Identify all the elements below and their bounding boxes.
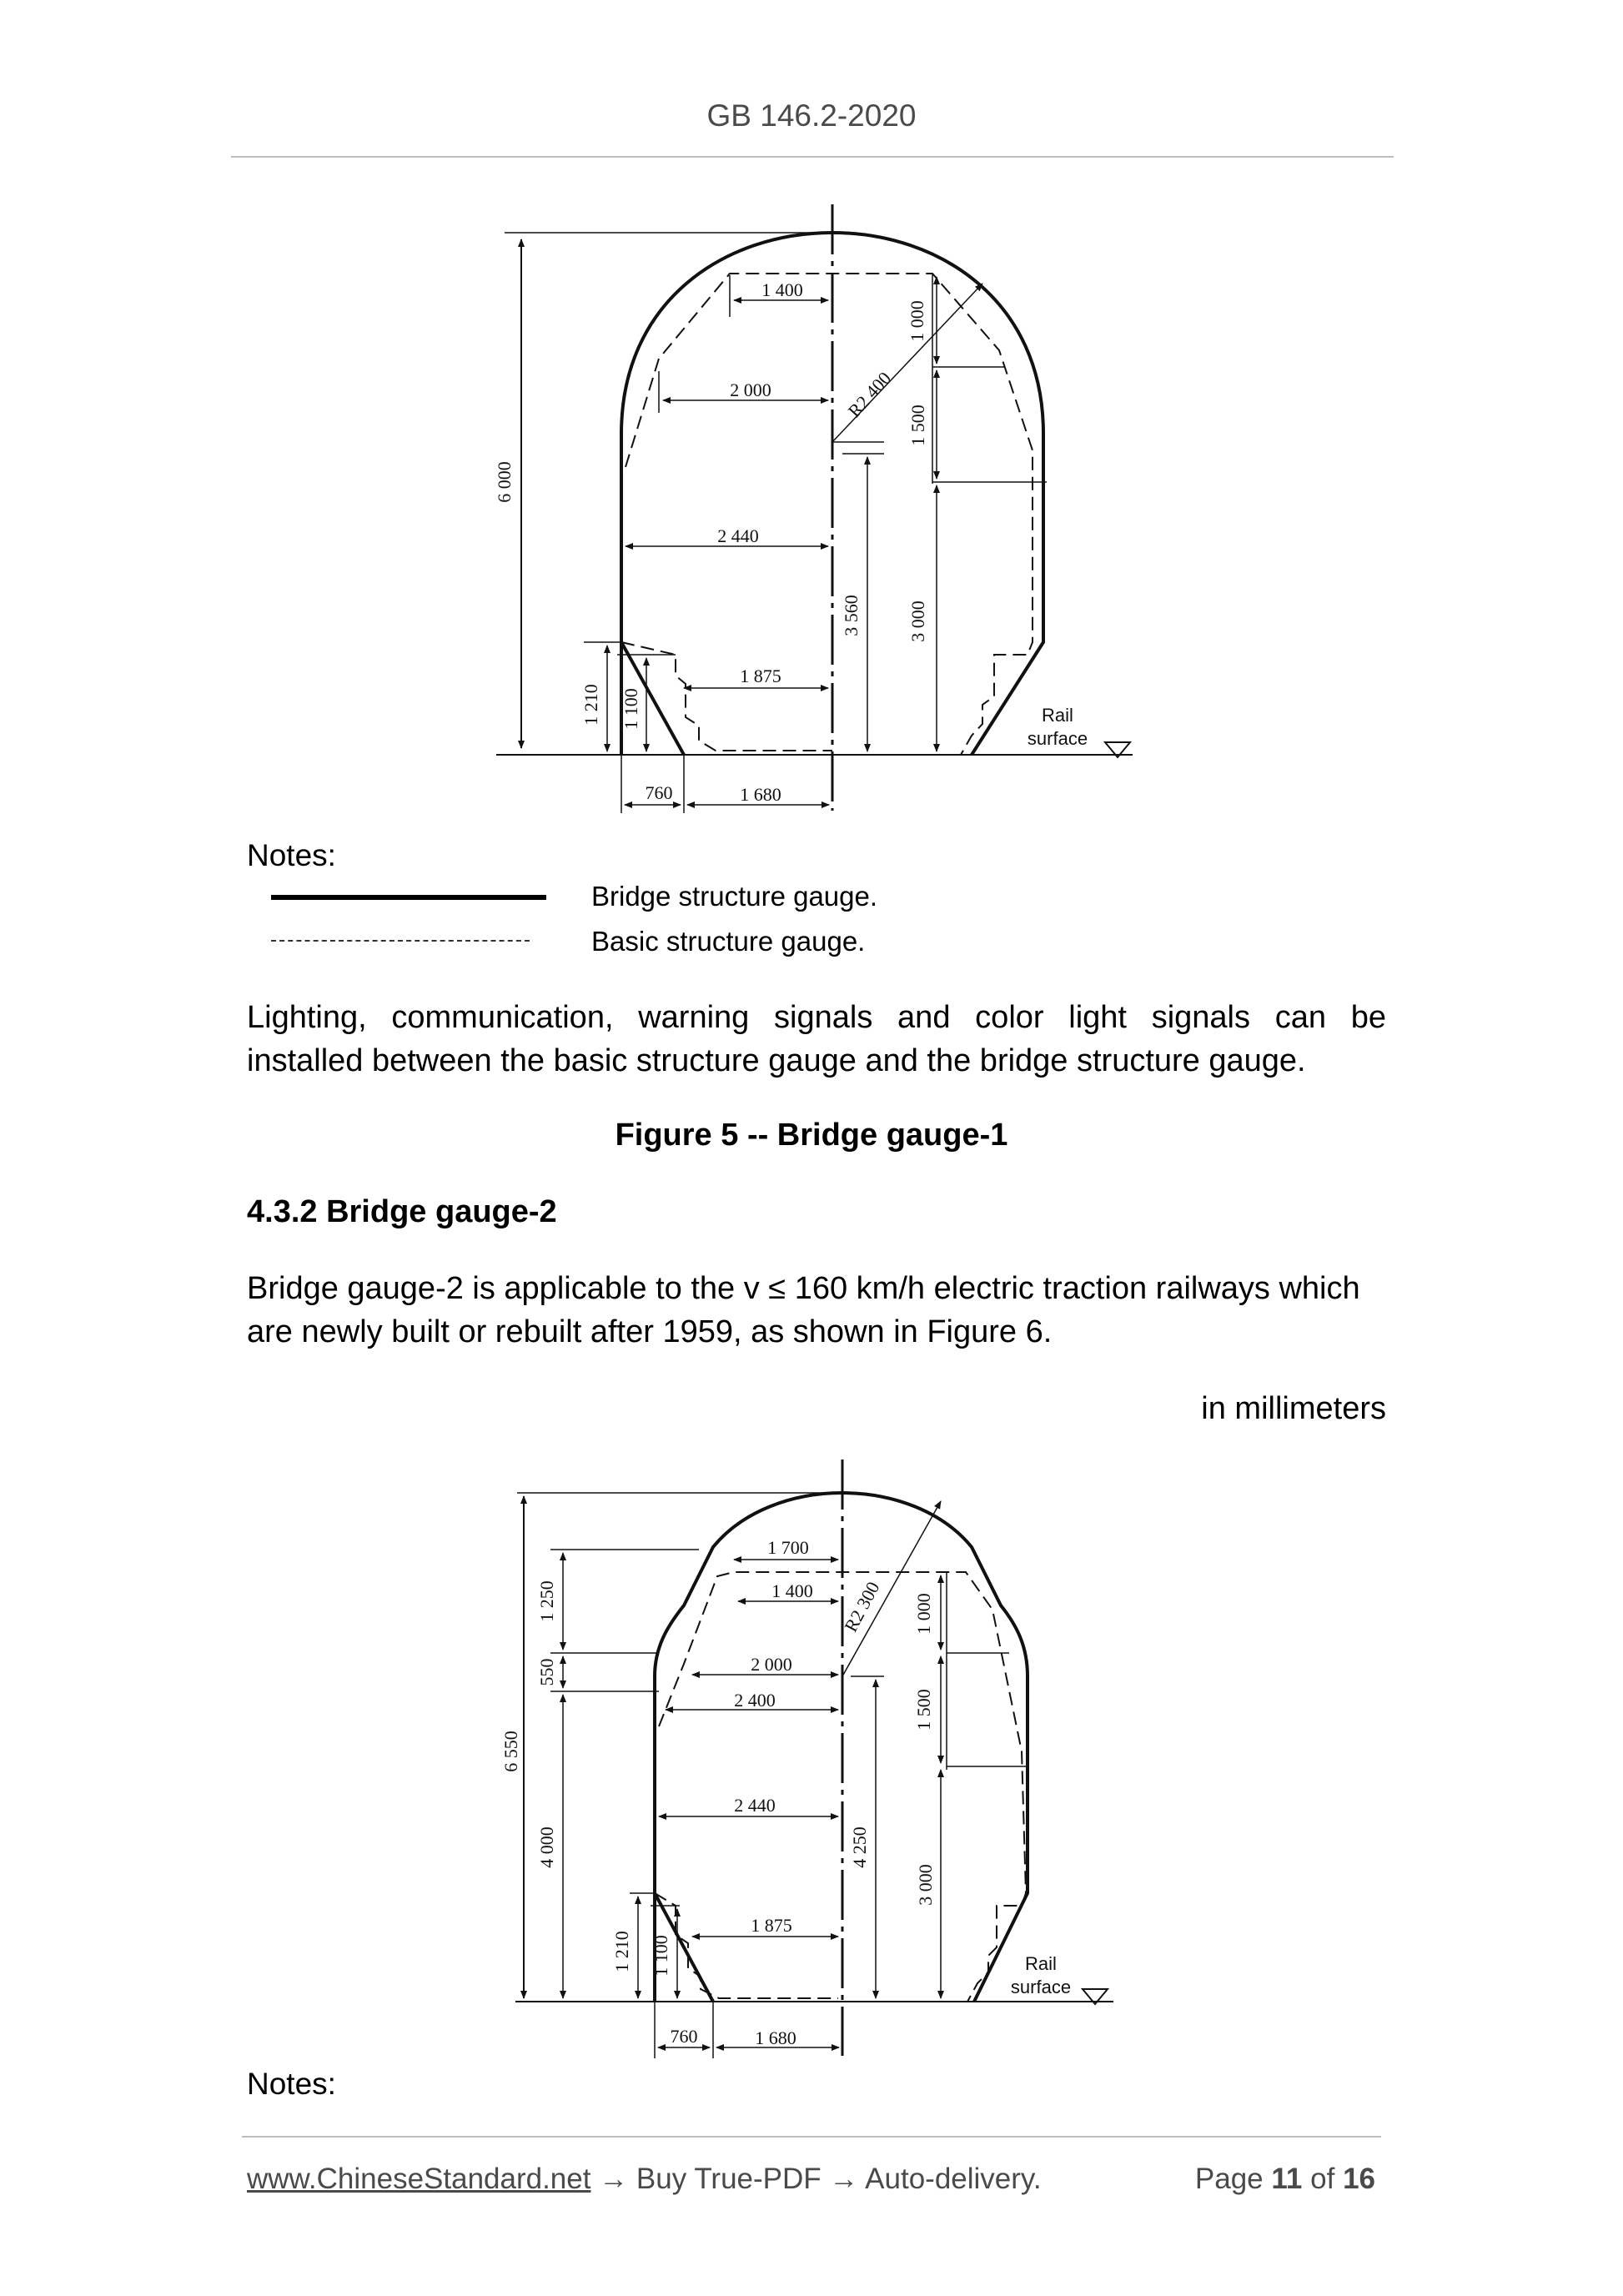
fig5-dim-height-3000: 3 000 <box>907 600 928 642</box>
fig5-rail-label: Rail <box>1042 705 1073 726</box>
fig5-dim-top-half-width: 1 400 <box>761 279 803 300</box>
paragraph-line: are newly built or rebuilt after 1959, as shown in Figure 6. <box>247 1314 1053 1349</box>
fig6-dim-height-1100: 1 100 <box>651 1935 671 1977</box>
legend-dashed-text: Basic structure gauge. <box>591 926 866 957</box>
page-current: 11 <box>1271 2163 1303 2195</box>
fig6-dim-total-height: 6 550 <box>500 1731 521 1772</box>
fig5-dim-mid-height: 1 500 <box>907 404 928 446</box>
fig6-dim-half-width-2000: 2 000 <box>751 1654 792 1675</box>
fig5-dim-wide-half-width: 2 440 <box>717 525 759 546</box>
notes-label-2: Notes: <box>247 2067 336 2101</box>
fig6-dim-inner-top-half-width: 1 400 <box>771 1580 813 1601</box>
fig6-dim-height-1210: 1 210 <box>611 1931 632 1972</box>
fig6-surface-label: surface <box>1010 1977 1072 1997</box>
footer-rule <box>242 2136 1381 2138</box>
fig5-dim-bottom-1680: 1 680 <box>740 784 781 805</box>
fig5-dim-top-height: 1 000 <box>907 300 927 342</box>
fig6-dim-height-550: 550 <box>536 1658 557 1686</box>
fig6-dim-platform-half-width: 1 875 <box>751 1915 792 1936</box>
fig6-dim-height-1250: 1 250 <box>536 1580 557 1622</box>
footer-link[interactable]: www.ChineseStandard.net <box>247 2163 591 2195</box>
figure5-caption: Figure 5 -- Bridge gauge-1 <box>615 1118 1008 1153</box>
fig6-dim-top-height: 1 000 <box>913 1593 934 1635</box>
units-note: in millimeters <box>1201 1391 1386 1426</box>
paragraph-line: Lighting, communication, warning signals and color light signals can be <box>247 1000 1386 1035</box>
fig5-dim-bottom-760: 760 <box>645 782 673 803</box>
page-total: 16 <box>1343 2163 1375 2195</box>
page-label: Page <box>1194 2163 1264 2195</box>
footer-left <box>247 2163 1042 2196</box>
fig6-dim-radius: R2 300 <box>840 1578 884 1635</box>
fig5-dim-height-3560: 3 560 <box>841 595 862 636</box>
figure6-lines <box>515 1459 1113 2058</box>
fig6-dim-height-3000: 3 000 <box>915 1864 936 1906</box>
legend-solid-text: Bridge structure gauge. <box>591 881 878 912</box>
fig5-dim-mid-half-width: 2 000 <box>730 379 771 400</box>
fig5-dim-radius: R2 400 <box>843 367 896 422</box>
footer-promo-text: → Buy True-PDF → Auto-delivery. <box>599 2163 1042 2195</box>
fig5-surface-label: surface <box>1027 728 1088 749</box>
fig5-dim-platform-half-width: 1 875 <box>740 666 781 686</box>
fig6-dim-bottom-760: 760 <box>670 2026 698 2047</box>
paragraph-line: Bridge gauge-2 is applicable to the v ≤ 160 km/h electric traction railways which <box>247 1271 1360 1306</box>
document-header: GB 146.2-2020 <box>706 98 917 133</box>
notes-label-1: Notes: <box>247 838 336 872</box>
page-indicator <box>1195 2163 1375 2196</box>
fig6-dim-half-width-2400: 2 400 <box>734 1690 776 1711</box>
paragraph-line: installed between the basic structure gauge and the bridge structure gauge. <box>247 1043 1306 1078</box>
page-of: of <box>1310 2163 1335 2195</box>
fig6-dim-top-half-width: 1 700 <box>767 1537 809 1558</box>
fig5-dim-height-1210: 1 210 <box>580 684 601 726</box>
fig6-rail-label: Rail <box>1025 1953 1057 1974</box>
fig5-dim-height-1100: 1 100 <box>621 688 641 730</box>
fig6-dim-height-4000: 4 000 <box>536 1826 557 1868</box>
fig6-dim-wide-half-width: 2 440 <box>734 1795 776 1816</box>
fig6-dim-bottom-1680: 1 680 <box>755 2027 796 2048</box>
section-heading: 4.3.2 Bridge gauge-2 <box>247 1194 557 1229</box>
fig5-dim-total-height: 6 000 <box>494 461 515 503</box>
fig6-dim-mid-height: 1 500 <box>913 1689 934 1731</box>
fig6-dim-height-4250: 4 250 <box>849 1826 870 1868</box>
